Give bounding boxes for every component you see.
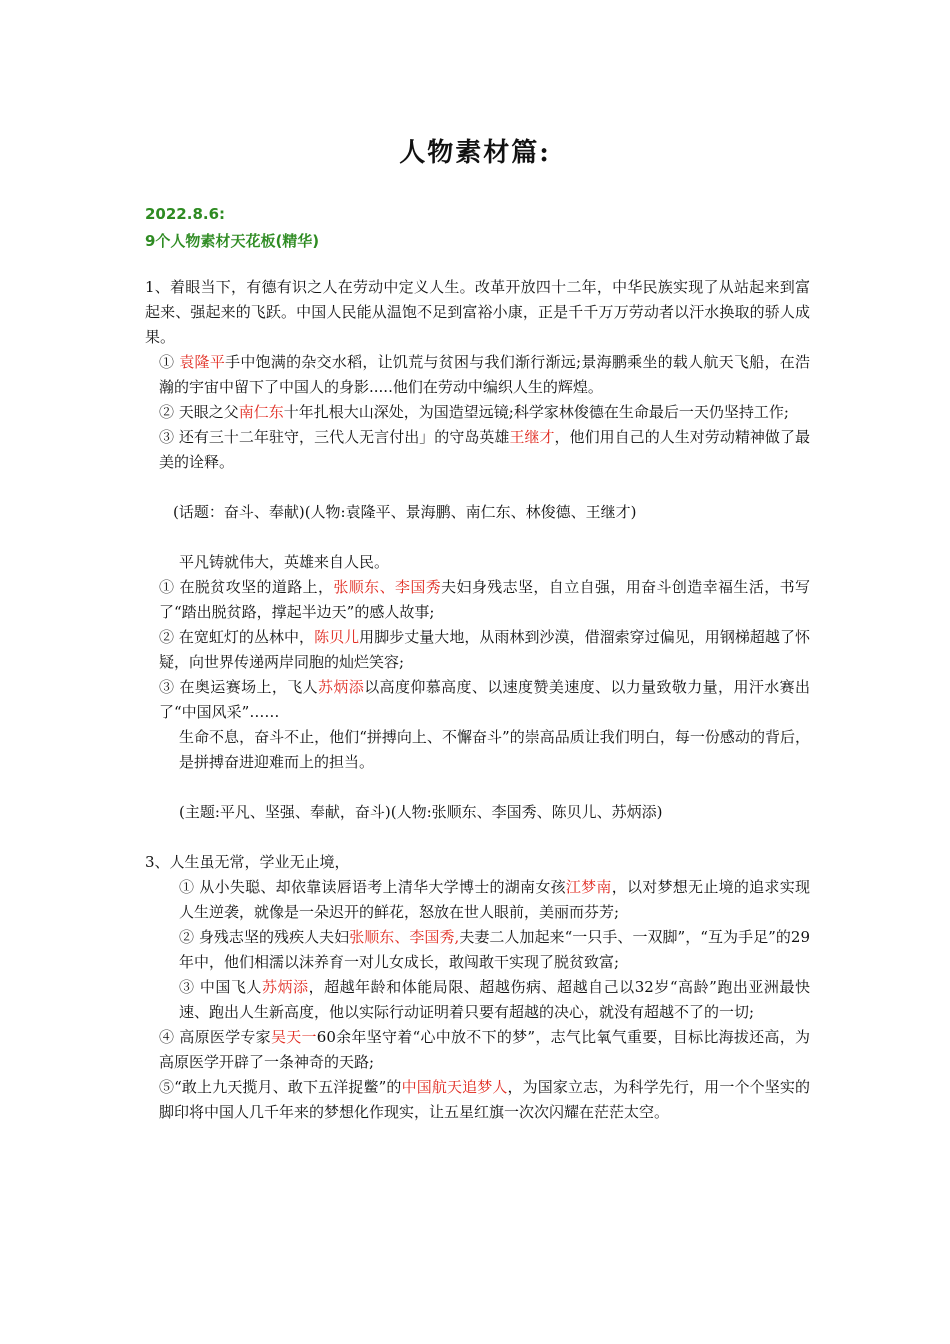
section3-item2: ② 身残志坚的残疾人夫妇张顺东、李国秀,夫妻二人加起来“一只手、一双脚”，“互为手足”的29年中，他们相濡以沫养育一对儿女成长，敢闯敢干实现了脱贫致富; [179, 928, 810, 971]
section2-topic: (主题:平凡、坚强、奉献，奋斗)(人物:张顺东、李国秀、陈贝儿、苏炳添) [179, 803, 663, 821]
section2-item3: ③ 在奥运赛场上，飞人苏炳添以高度仰慕高度、以速度赞美速度、以力量致敬力量，用汗水赛出了“中国风采”…… [159, 678, 810, 721]
section1-item2: ② 天眼之父南仁东十年扎根大山深处，为国造望远镜;科学家林俊德在生命最后一天仍坚持工作; [159, 403, 789, 421]
person-name: 吴天一 [270, 1028, 317, 1046]
person-name: 中国航天追梦人 [401, 1078, 508, 1096]
section2-item1: ① 在脱贫攻坚的道路上，张顺东、李国秀夫妇身残志坚，自立自强，用奋斗创造幸福生活，书写了“踏出脱贫路，撑起半边天”的感人故事; [159, 578, 810, 621]
section2-intro: 平凡铸就伟大，英雄来自人民。 [179, 553, 390, 571]
subtitle-heading: 9个人物素材天花板(精华) [145, 232, 320, 250]
person-name: 南仁东 [238, 403, 284, 421]
section3-item3: ③ 中国飞人苏炳添，超越年龄和体能局限、超越伤病、超越自己以32岁“高龄”跑出亚洲最快速、跑出人生新高度，他以实际行动证明着只要有超越的决心，就没有超越不了的一切; [179, 978, 810, 1021]
person-name: 陈贝儿 [314, 628, 360, 646]
section2-item2: ② 在宽虹灯的丛林中，陈贝儿用脚步丈量大地，从雨林到沙漠，借溜索穿过偏见，用钢梯超越了怀疑，向世界传递两岸同胞的灿烂笑容; [159, 628, 810, 671]
section1-topic: (话题：奋斗、奉献)(人物:袁隆平、景海鹏、南仁东、林俊德、王继才) [173, 503, 637, 521]
section3-intro: 3、人生虽无常，学业无止境， [145, 853, 350, 871]
person-name: 苏炳添 [318, 678, 365, 696]
person-name: 苏炳添 [261, 978, 309, 996]
date-heading: 2022.8.6: [145, 205, 226, 223]
person-name: 张顺东、李国秀 [333, 578, 442, 596]
page-title: 人物素材篇: [399, 138, 551, 168]
section1-item3: ③ 还有三十二年驻守，三代人无言付出」的守岛英雄王继才，他们用自己的人生对劳动精神做了最美的诠释。 [159, 428, 810, 471]
person-name: 袁隆平 [179, 353, 226, 371]
section1-intro: 1、着眼当下，有德有识之人在劳动中定义人生。改革开放四十二年，中华民族实现了从站起来到富起来、强起来的飞跃。中国人民能从温饱不足到富裕小康，正是千千万万劳动者以汗水换取的骄人成果。 [145, 278, 810, 346]
article-body [145, 275, 810, 1125]
section3-item1: ① 从小失聪、却依靠读唇语考上清华大学博士的湖南女孩江梦南，以对梦想无止境的追求实现人生逆袭，就像是一朵迟开的鲜花，怒放在世人眼前，美丽而芬芳; [179, 878, 810, 921]
section3-item5: ⑤“敢上九天揽月、敢下五洋捉鳖”的中国航天追梦人，为国家立志，为科学先行，用一个个坚实的脚印将中国人几千年来的梦想化作现实，让五星红旗一次次闪耀在茫茫太空。 [159, 1078, 810, 1121]
section2-closing: 生命不息，奋斗不止，他们“拼搏向上、不懈奋斗”的崇高品质让我们明白，每一份感动的背后，是拼搏奋进迎难而上的担当。 [179, 728, 810, 771]
person-name: 王继才 [509, 428, 555, 446]
person-name: 江梦南 [565, 878, 612, 896]
person-name: 张顺东、李国秀, [349, 928, 460, 946]
section3-item4: ④ 高原医学专家吴天一60余年坚守着“心中放不下的梦”，志气比氧气重要，目标比海拔还高，为高原医学开辟了一条神奇的天路; [159, 1028, 810, 1071]
section1-item1: ① 袁隆平手中饱满的杂交水稻，让饥荒与贫困与我们渐行渐远;景海鹏乘坐的载人航天飞船，在浩瀚的宇宙中留下了中国人的身影.....他们在劳动中编织人生的辉煌。 [159, 353, 810, 396]
